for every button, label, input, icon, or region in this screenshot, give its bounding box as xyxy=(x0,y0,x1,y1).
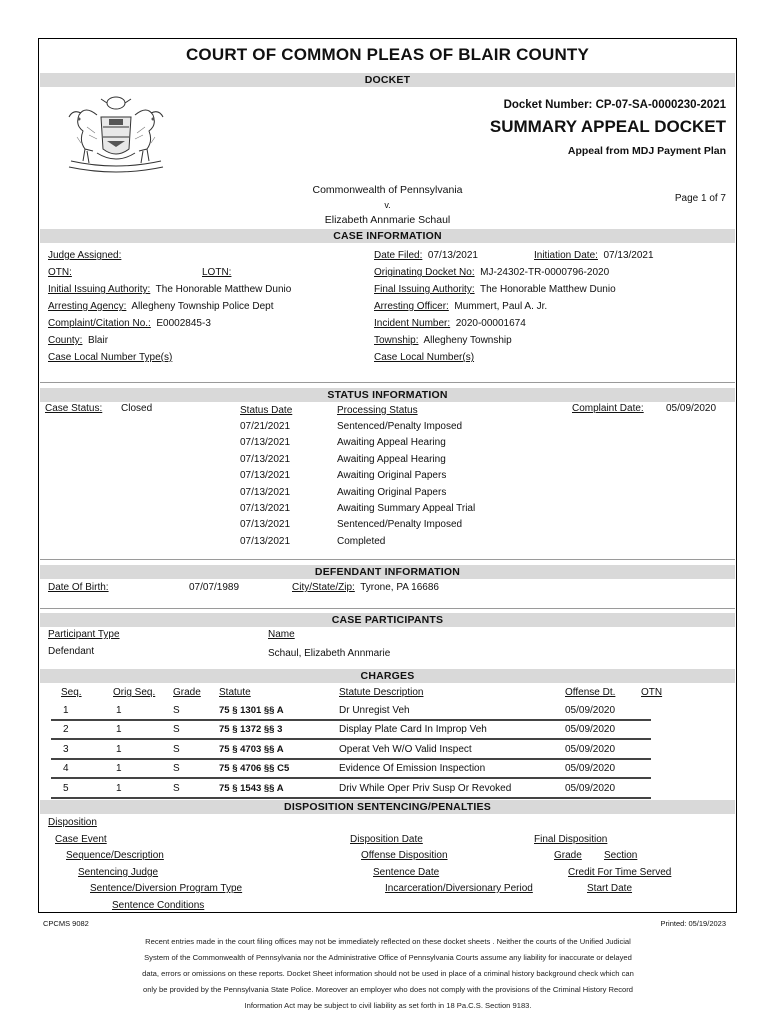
charges-header-description: Statute Description xyxy=(339,687,424,698)
final-issuing-authority: Final Issuing Authority: The Honorable Matthew Dunio xyxy=(374,284,616,295)
charge-grade: S xyxy=(173,743,180,755)
initial-issuing-authority: Initial Issuing Authority: The Honorable Matthew Dunio xyxy=(48,284,292,295)
processing-status-header: Processing Status xyxy=(337,405,418,416)
processing-status: Awaiting Original Papers xyxy=(337,470,447,482)
initiation-date: Initiation Date: 07/13/2021 xyxy=(534,250,654,261)
participant-name-header: Name xyxy=(268,629,295,640)
case-local-numbers-label: Case Local Number(s) xyxy=(374,352,475,363)
charges-header-otn: OTN xyxy=(641,687,663,698)
divider xyxy=(40,382,735,383)
charges-bar: CHARGES xyxy=(40,669,735,683)
credit-time-served-label: Credit For Time Served xyxy=(568,867,672,878)
dob-label: Date Of Birth: xyxy=(48,582,109,593)
row-divider xyxy=(51,738,651,740)
charges-header-offense-date: Offense Dt. xyxy=(565,687,616,698)
case-local-number-type-label: Case Local Number Type(s) xyxy=(48,352,173,363)
final-disposition-label: Final Disposition xyxy=(534,834,608,845)
case-status-value: Closed xyxy=(121,403,153,414)
disposition-label: Disposition xyxy=(48,817,97,828)
pennsylvania-seal-icon xyxy=(57,91,175,177)
row-divider xyxy=(51,758,651,760)
caption-plaintiff: Commonwealth of Pennsylvania xyxy=(312,184,463,196)
charge-seq: 4 xyxy=(63,763,69,775)
charge-grade: S xyxy=(173,724,180,736)
processing-status: Completed xyxy=(337,535,386,547)
county: County: Blair xyxy=(48,335,109,346)
charge-orig-seq: 1 xyxy=(116,743,122,755)
lotn-label: LOTN: xyxy=(202,267,232,278)
charge-orig-seq: 1 xyxy=(116,705,122,716)
offense-disposition-label: Offense Disposition xyxy=(361,850,448,861)
charge-offense-date: 05/09/2020 xyxy=(565,763,616,775)
charge-statute: 75 § 4706 §§ C5 xyxy=(219,763,290,775)
case-information-bar: CASE INFORMATION xyxy=(40,229,735,243)
disposition-date-label: Disposition Date xyxy=(350,834,423,845)
case-event-label: Case Event xyxy=(55,834,107,845)
docket-bar: DOCKET xyxy=(40,73,735,87)
charge-orig-seq: 1 xyxy=(116,782,122,794)
section-label: Section xyxy=(604,850,638,861)
charge-seq: 2 xyxy=(63,724,69,736)
form-id: CPCMS 9082 xyxy=(43,919,89,928)
status-date: 07/13/2021 xyxy=(240,535,291,547)
originating-docket: Originating Docket No: MJ-24302-TR-0000796-2020 xyxy=(374,267,610,278)
complaint-date-value: 05/09/2020 xyxy=(666,403,717,414)
judge-assigned-label: Judge Assigned: xyxy=(48,250,122,261)
charge-statute: 75 § 1543 §§ A xyxy=(219,782,284,794)
page-label: Page 1 of 7 xyxy=(674,193,726,204)
date-filed: Date Filed: 07/13/2021 xyxy=(374,250,478,261)
processing-status: Awaiting Appeal Hearing xyxy=(337,437,446,449)
start-date-label: Start Date xyxy=(587,883,633,894)
defendant-information-bar: DEFENDANT INFORMATION xyxy=(40,565,735,579)
caption-versus: v. xyxy=(384,200,391,210)
charge-statute: 75 § 1372 §§ 3 xyxy=(219,724,283,736)
grade-label: Grade xyxy=(554,850,582,861)
charge-seq: 5 xyxy=(63,782,69,794)
charge-orig-seq: 1 xyxy=(116,724,122,736)
sentencing-judge-label: Sentencing Judge xyxy=(78,867,159,878)
participant-name: Schaul, Elizabeth Annmarie xyxy=(268,648,391,659)
disclaimer-line: Recent entries made in the court filing offices may not be immediately reflected on these docket sheets . Neither the courts of the Unified Judicial xyxy=(145,937,631,946)
dob-value: 07/07/1989 xyxy=(189,582,240,593)
program-type-label: Sentence/Diversion Program Type xyxy=(90,883,243,894)
complaint-date-label: Complaint Date: xyxy=(572,403,644,414)
printed-date: Printed: 05/19/2023 xyxy=(660,919,726,928)
charge-offense-date: 05/09/2020 xyxy=(565,782,616,794)
disposition-bar: DISPOSITION SENTENCING/PENALTIES xyxy=(40,800,735,814)
sentence-conditions-label: Sentence Conditions xyxy=(112,900,205,911)
status-date: 07/21/2021 xyxy=(240,421,291,432)
charge-grade: S xyxy=(173,782,180,794)
charge-offense-date: 05/09/2020 xyxy=(565,743,616,755)
status-date: 07/13/2021 xyxy=(240,437,291,449)
disclaimer-line: System of the Commonwealth of Pennsylvania nor the Administrative Office of Pennsylvania Courts assume any liability for inaccurate or delayed xyxy=(144,953,632,962)
sequence-description-label: Sequence/Description xyxy=(66,850,164,861)
charge-description: Dr Unregist Veh xyxy=(339,705,410,716)
charge-description: Operat Veh W/O Valid Inspect xyxy=(339,743,472,755)
status-date: 07/13/2021 xyxy=(240,519,291,531)
charge-statute: 75 § 1301 §§ A xyxy=(219,705,284,716)
incarceration-period-label: Incarceration/Diversionary Period xyxy=(385,883,533,894)
participant-type-header: Participant Type xyxy=(48,629,120,640)
docket-number: Docket Number: CP-07-SA-0000230-2021 xyxy=(503,99,726,111)
charge-statute: 75 § 4703 §§ A xyxy=(219,743,284,755)
arresting-officer: Arresting Officer: Mummert, Paul A. Jr. xyxy=(374,301,548,312)
sentence-date-label: Sentence Date xyxy=(373,867,440,878)
city-state-zip: City/State/Zip: Tyrone, PA 16686 xyxy=(292,582,439,593)
case-status-label: Case Status: xyxy=(45,403,103,414)
charge-seq: 1 xyxy=(63,705,69,716)
status-information-bar: STATUS INFORMATION xyxy=(40,388,735,402)
docket-type: SUMMARY APPEAL DOCKET xyxy=(489,117,726,136)
status-date: 07/13/2021 xyxy=(240,486,291,498)
processing-status: Sentenced/Penalty Imposed xyxy=(337,421,463,432)
township: Township: Allegheny Township xyxy=(374,335,512,346)
processing-status: Awaiting Summary Appeal Trial xyxy=(337,503,476,514)
disclaimer xyxy=(88,934,688,1014)
disclaimer-line: only be provided by the Pennsylvania State Police. Moreover an employer who does not comply with the provisions of the Criminal History Record xyxy=(142,985,634,994)
docket-subtitle: Appeal from MDJ Payment Plan xyxy=(567,145,726,157)
status-date: 07/13/2021 xyxy=(240,470,291,482)
charge-offense-date: 05/09/2020 xyxy=(565,705,616,716)
row-divider xyxy=(51,719,651,721)
status-date-header: Status Date xyxy=(240,405,293,416)
disclaimer-line: data, errors or omissions on these reports. Docket Sheet information should not be used in place of a criminal history background check which can xyxy=(142,969,634,978)
arresting-agency: Arresting Agency: Allegheny Township Police Dept xyxy=(48,301,274,312)
participant-type: Defendant xyxy=(48,646,95,657)
row-divider xyxy=(51,777,651,779)
divider xyxy=(40,608,735,609)
charge-seq: 3 xyxy=(63,743,69,755)
charge-grade: S xyxy=(173,705,180,716)
charge-description: Evidence Of Emission Inspection xyxy=(339,763,486,775)
caption-defendant: Elizabeth Annmarie Schaul xyxy=(324,214,451,226)
charge-orig-seq: 1 xyxy=(116,763,122,775)
status-date: 07/13/2021 xyxy=(240,453,291,465)
court-title: COURT OF COMMON PLEAS OF BLAIR COUNTY xyxy=(185,45,590,64)
disclaimer-line: Information Act may be subject to civil liability as set forth in 18 Pa.C.S. Section 9183. xyxy=(244,1001,532,1010)
incident-number: Incident Number: 2020-00001674 xyxy=(374,318,526,329)
processing-status: Awaiting Original Papers xyxy=(337,486,447,498)
charges-header-orig-seq: Orig Seq. xyxy=(113,687,156,698)
status-date: 07/13/2021 xyxy=(240,503,291,514)
charges-header-seq: Seq. xyxy=(61,687,82,698)
otn-label: OTN: xyxy=(48,267,72,278)
charges-header-statute: Statute xyxy=(219,687,251,698)
charge-grade: S xyxy=(173,763,180,775)
charge-description: Driv While Oper Priv Susp Or Revoked xyxy=(339,782,512,794)
docket-page xyxy=(38,38,737,913)
processing-status: Sentenced/Penalty Imposed xyxy=(337,519,463,531)
row-divider xyxy=(51,797,651,799)
charge-description: Display Plate Card In Improp Veh xyxy=(339,724,487,736)
complaint-citation-no: Complaint/Citation No.: E0002845-3 xyxy=(48,318,211,329)
case-participants-bar: CASE PARTICIPANTS xyxy=(40,613,735,627)
processing-status: Awaiting Appeal Hearing xyxy=(337,453,446,465)
charge-offense-date: 05/09/2020 xyxy=(565,724,616,736)
divider xyxy=(40,559,735,560)
charges-header-grade: Grade xyxy=(173,687,201,698)
